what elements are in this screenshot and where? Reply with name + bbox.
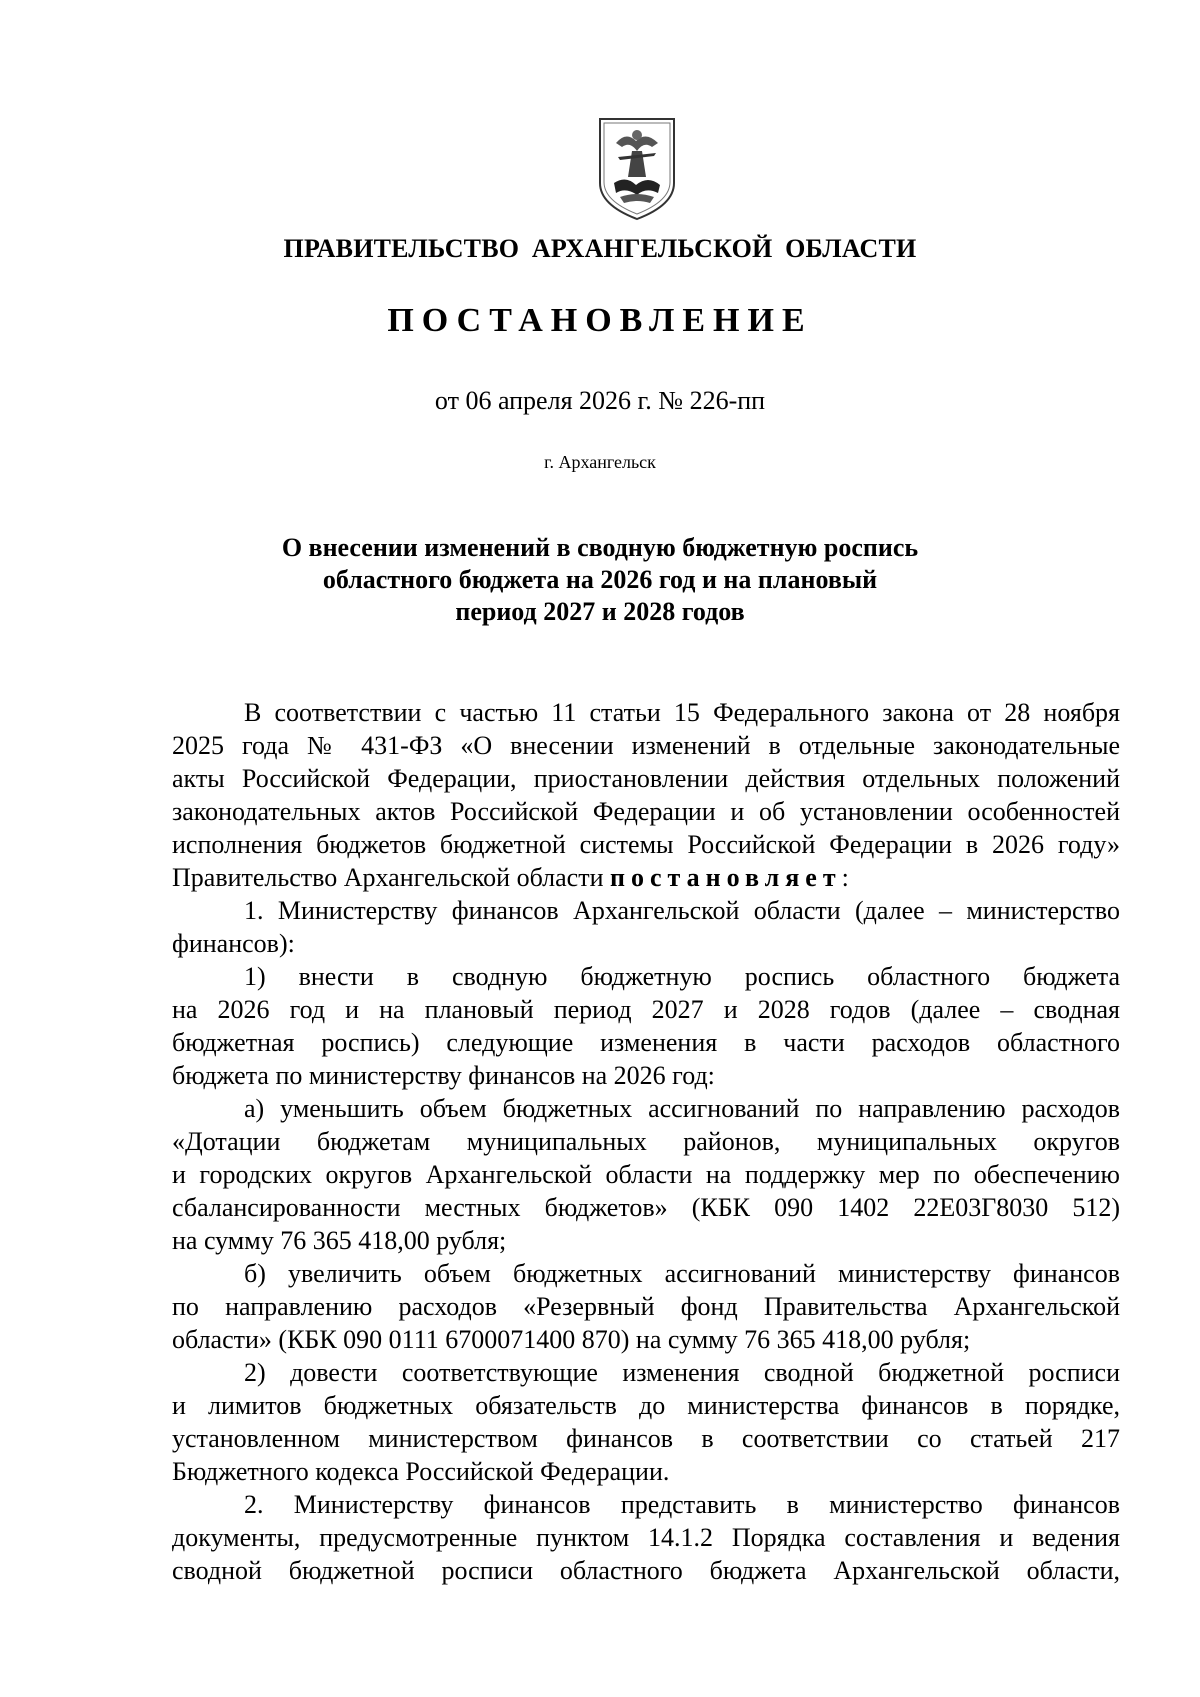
- document-title: [0, 532, 1200, 628]
- body-line: 2025 года № 431-ФЗ «О внесении изменений в отдельные законодательные: [172, 731, 1120, 760]
- document-body: [172, 696, 1120, 1587]
- body-line: на 2026 год и на плановый период 2027 и 2028 годов (далее – сводная: [172, 995, 1120, 1024]
- body-line: бюджета по министерству финансов на 2026 год:: [172, 1061, 715, 1090]
- body-line: финансов):: [172, 929, 295, 958]
- body-line: 1) внести в сводную бюджетную роспись областного бюджета: [244, 962, 1120, 991]
- body-line: по направлению расходов «Резервный фонд Правительства Архангельской: [172, 1292, 1120, 1321]
- body-line: законодательных актов Российской Федерации и об установлении особенностей: [172, 797, 1120, 826]
- body-line: акты Российской Федерации, приостановлении действия отдельных положений: [172, 764, 1120, 793]
- title-line: О внесении изменений в сводную бюджетную роспись: [281, 533, 919, 562]
- body-line: «Дотации бюджетам муниципальных районов, муниципальных округов: [172, 1127, 1120, 1156]
- body-line: а) уменьшить объем бюджетных ассигнований по направлению расходов: [244, 1094, 1120, 1123]
- body-line: документы, предусмотренные пунктом 14.1.2 Порядка составления и ведения: [172, 1523, 1120, 1552]
- city: г. Архангельск: [544, 452, 656, 472]
- body-line: области» (КБК 090 0111 6700071400 870) на сумму 76 365 418,00 рубля;: [172, 1325, 971, 1354]
- body-line: и лимитов бюджетных обязательств до министерства финансов в порядке,: [172, 1391, 1120, 1420]
- coat-of-arms-icon: [596, 113, 678, 223]
- body-line: бюджетная роспись) следующие изменения в части расходов областного: [172, 1028, 1120, 1057]
- body-line: на сумму 76 365 418,00 рубля;: [172, 1226, 507, 1255]
- body-line: и городских округов Архангельской области на поддержку мер по обеспечению: [172, 1160, 1120, 1189]
- date-and-number: от 06 апреля 2026 г. № 226-пп: [434, 386, 766, 415]
- body-line: сбалансированности местных бюджетов» (КБК 090 1402 22Е03Г8030 512): [172, 1193, 1120, 1222]
- body-line: сводной бюджетной росписи областного бюджета Архангельской области,: [172, 1556, 1120, 1585]
- body-line: 2. Министерству финансов представить в министерство финансов: [244, 1490, 1120, 1519]
- title-line: период 2027 и 2028 годов: [455, 597, 745, 626]
- body-line: б) увеличить объем бюджетных ассигнований министерству финансов: [244, 1259, 1120, 1288]
- government-name: ПРАВИТЕЛЬСТВО АРХАНГЕЛЬСКОЙ ОБЛАСТИ: [283, 234, 917, 263]
- title-line: областного бюджета на 2026 год и на плановый: [322, 565, 878, 594]
- body-line: Бюджетного кодекса Российской Федерации.: [172, 1457, 670, 1486]
- body-text: Правительство Архангельской области: [172, 863, 611, 892]
- body-line: установленном министерством финансов в соответствии со статьей 217: [172, 1424, 1120, 1453]
- body-line: В соответствии с частью 11 статьи 15 Федерального закона от 28 ноября: [244, 698, 1120, 727]
- body-line: 1. Министерству финансов Архангельской области (далее – министерство: [244, 896, 1120, 925]
- document-type: ПОСТАНОВЛЕНИЕ: [387, 302, 813, 339]
- body-line-resolves: [172, 861, 1120, 894]
- body-line: 2) довести соответствующие изменения сводной бюджетной росписи: [244, 1358, 1120, 1387]
- body-text: :: [841, 863, 849, 892]
- body-line: исполнения бюджетов бюджетной системы Российской Федерации в 2026 году»: [172, 830, 1120, 859]
- resolves-word: постановляет: [610, 863, 842, 892]
